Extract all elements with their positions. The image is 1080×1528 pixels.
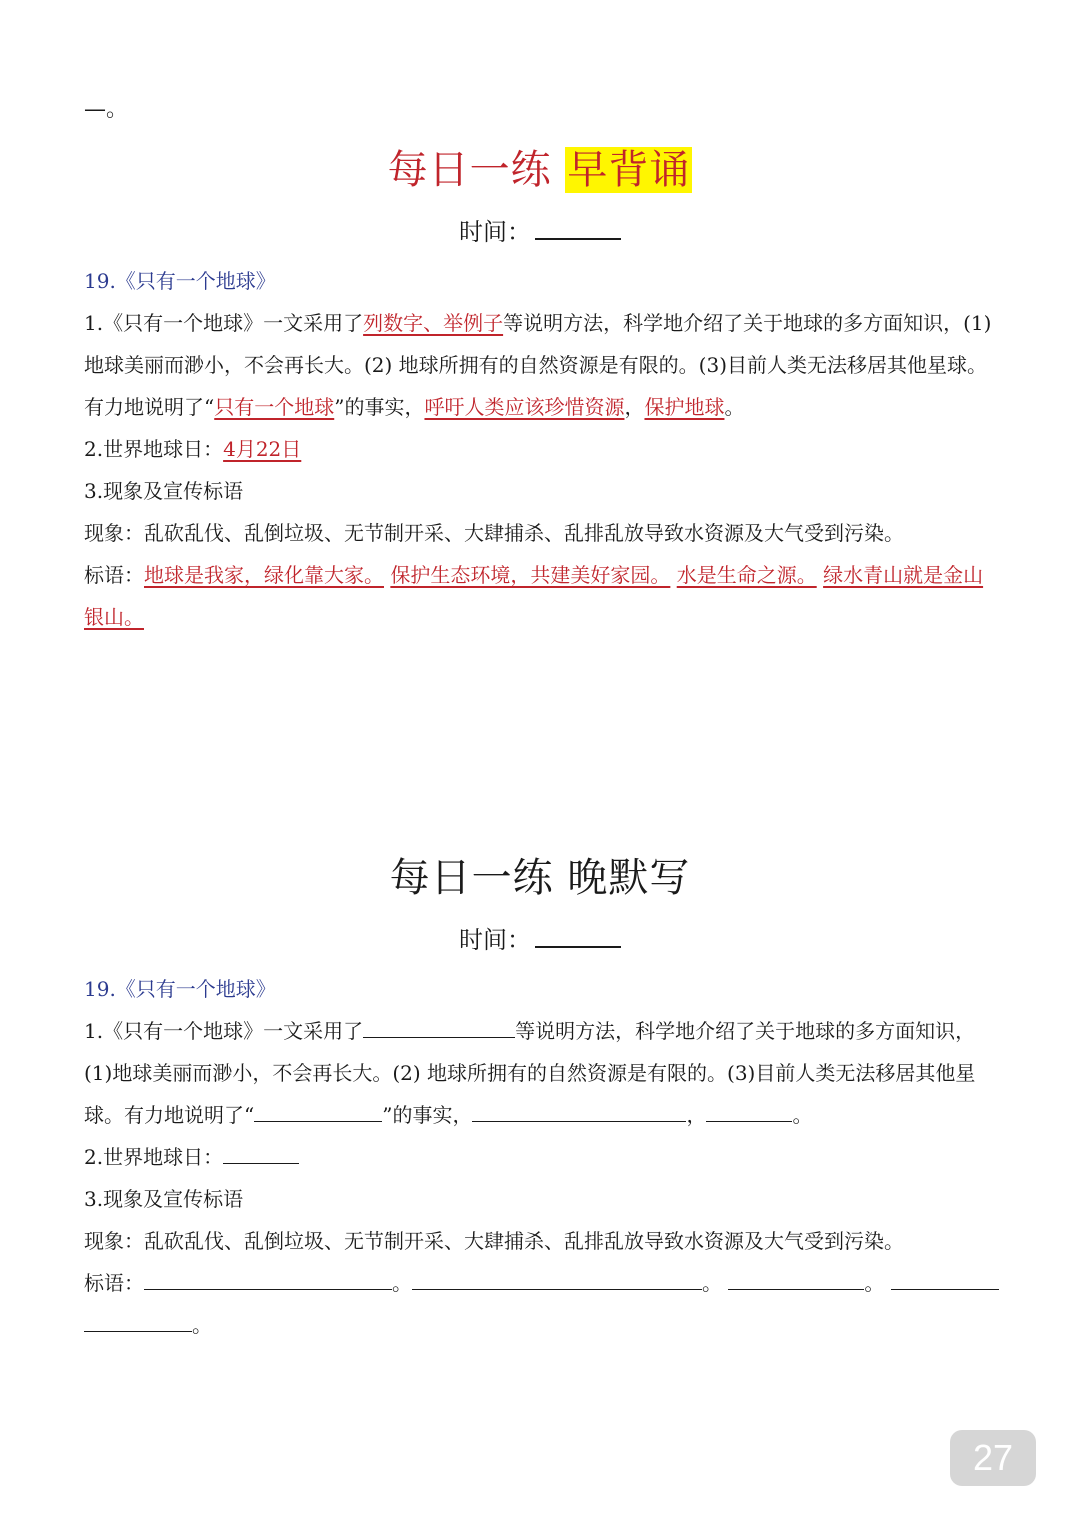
morning-title-prefix: 每日一练 — [387, 147, 566, 193]
answer-appeal-2: 保护地球 — [644, 395, 725, 419]
blank-earth-day[interactable] — [223, 1139, 299, 1164]
blank-slogan-2[interactable] — [412, 1265, 702, 1290]
time-blank[interactable] — [535, 216, 621, 240]
text: ”的事实， — [382, 1103, 473, 1127]
slogan-answer-3: 水是生命之源。 — [676, 563, 817, 587]
evening-title: 每日一练 晚默写 — [389, 855, 691, 901]
blank-slogan-3[interactable] — [728, 1265, 864, 1290]
text: 1.《只有一个地球》一文采用了 — [84, 311, 364, 335]
morning-item-3: 3.现象及宣传标语 — [84, 479, 244, 503]
answer-fact: 只有一个地球 — [214, 395, 335, 419]
blank-slogan-4-start[interactable] — [891, 1265, 999, 1290]
morning-title-highlight: 早背诵 — [567, 147, 691, 193]
page-number-badge: 27 — [950, 1430, 1036, 1486]
blank-slogan-4-end[interactable] — [84, 1307, 192, 1332]
period: 。 — [864, 1271, 885, 1295]
text: 。 — [724, 395, 745, 419]
earth-day-answer: 4月22日 — [223, 437, 302, 461]
slogan-label: 标语： — [84, 1271, 144, 1295]
evening-item-3: 3.现象及宣传标语 — [84, 1187, 244, 1211]
slogan-label: 标语： — [84, 563, 144, 587]
slogan-answer-4: 绿水青山就是金山银山。 — [84, 563, 984, 629]
slogan-answer-2: 保护生态环境，共建美好家园。 — [390, 563, 671, 587]
time-blank[interactable] — [535, 924, 621, 948]
evening-item-1 — [84, 1010, 1000, 1136]
morning-item-2 — [84, 428, 1000, 470]
period: 。 — [392, 1271, 412, 1295]
blank-appeal-2[interactable] — [706, 1097, 792, 1122]
evening-time-field — [0, 920, 1080, 955]
morning-slogans — [84, 554, 1000, 638]
evening-phenomenon: 现象：乱砍乱伐、乱倒垃圾、无节制开采、大肆捕杀、乱排乱放导致水资源及大气受到污染。 — [84, 1229, 904, 1253]
blank-fact[interactable] — [254, 1097, 382, 1122]
time-label: 时间： — [459, 926, 531, 954]
blank-methods[interactable] — [363, 1013, 515, 1038]
text: ， — [624, 395, 645, 419]
lesson-heading: 19.《只有一个地球》 — [84, 977, 276, 1001]
earth-day-label: 2.世界地球日： — [84, 437, 224, 461]
evening-content — [84, 968, 1000, 1346]
text: ， — [686, 1103, 707, 1127]
period: 。 — [192, 1313, 212, 1337]
text: 等说明方法，科学地介绍了关于地球的多方面知识，(1)地球美丽而渺小，不会再长大。(2) 地球所拥有的自然资源是有限的。(3)目前人类无法移居其他星球。有力地说明了“ — [84, 1019, 976, 1127]
morning-title — [0, 138, 1080, 195]
evening-slogans-continued — [84, 1304, 1000, 1346]
time-label: 时间： — [459, 218, 531, 246]
text: ”的事实， — [334, 395, 425, 419]
morning-content — [84, 260, 1000, 638]
morning-time-field — [0, 212, 1080, 247]
earth-day-label: 2.世界地球日： — [84, 1145, 224, 1169]
blank-appeal-1[interactable] — [472, 1097, 686, 1122]
evening-slogans — [84, 1262, 1000, 1304]
morning-phenomenon: 现象：乱砍乱伐、乱倒垃圾、无节制开采、大肆捕杀、乱排乱放导致水资源及大气受到污染。 — [84, 521, 904, 545]
lesson-heading: 19.《只有一个地球》 — [84, 269, 276, 293]
evening-item-2 — [84, 1136, 1000, 1178]
blank-slogan-1[interactable] — [144, 1265, 392, 1290]
text: 。 — [792, 1103, 813, 1127]
text: 1.《只有一个地球》一文采用了 — [84, 1019, 364, 1043]
answer-methods: 列数字、举例子 — [363, 311, 504, 335]
slogan-answer-1: 地球是我家，绿化靠大家。 — [144, 563, 384, 587]
morning-item-1 — [84, 302, 1000, 428]
previous-page-fragment: —。 — [84, 97, 129, 122]
text: 等说明方法，科学地介绍了关于地球的多方面知识，(1)地球美丽而渺小，不会再长大。(2) 地球所拥有的自然资源是有限的。(3)目前人类无法移居其他星球。有力地说明了“ — [84, 311, 992, 419]
answer-appeal-1: 呼吁人类应该珍惜资源 — [424, 395, 625, 419]
period: 。 — [702, 1271, 722, 1295]
